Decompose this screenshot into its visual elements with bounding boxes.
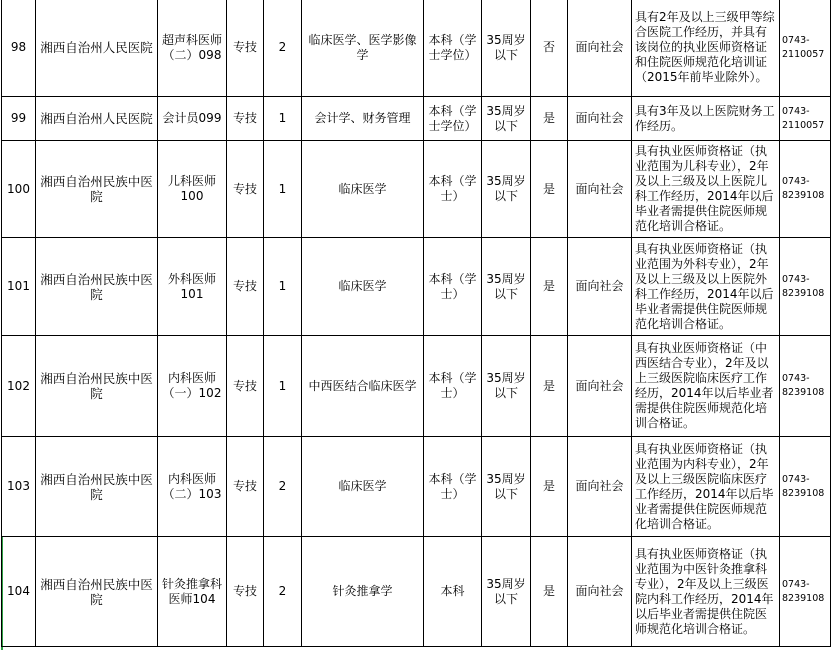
post-name: 外科医师101	[158, 238, 227, 336]
unit-name: 湘西自治州民族中医院	[36, 437, 158, 537]
post-name: 内科医师（一）102	[158, 336, 227, 437]
table-row[interactable]	[2, 437, 831, 537]
education: 本科（学士）	[424, 437, 482, 537]
row-number: 100	[2, 141, 36, 238]
hire-count: 2	[264, 0, 302, 97]
contact-phone: 0743-8239108	[780, 141, 831, 238]
hire-count: 1	[264, 238, 302, 336]
education: 本科（学士）	[424, 336, 482, 437]
row-number: 98	[2, 0, 36, 97]
post-category: 专技	[227, 537, 264, 647]
post-name: 儿科医师100	[158, 141, 227, 238]
major: 针灸推拿学	[302, 537, 424, 647]
post-category: 专技	[227, 437, 264, 537]
hire-count: 1	[264, 141, 302, 238]
recruitment-table	[1, 0, 831, 647]
flag: 是	[531, 141, 568, 238]
requirement: 具有2年及以上三级甲等综合医院工作经历，并具有该岗位的执业医师资格证和住院医师规范化培训证（2015年前毕业除外）。	[632, 0, 780, 97]
education: 本科（学士学位）	[424, 0, 482, 97]
contact-phone: 0743-8239108	[780, 336, 831, 437]
major: 中西医结合临床医学	[302, 336, 424, 437]
row-number: 104	[2, 537, 36, 647]
row-number: 103	[2, 437, 36, 537]
major: 会计学、财务管理	[302, 97, 424, 141]
major: 临床医学	[302, 238, 424, 336]
contact-phone: 0743-2110057	[780, 0, 831, 97]
post-name: 针灸推拿科医师104	[158, 537, 227, 647]
table-row[interactable]	[2, 0, 831, 97]
target-group: 面向社会	[568, 238, 632, 336]
post-category: 专技	[227, 141, 264, 238]
age-limit: 35周岁以下	[482, 97, 531, 141]
table-row[interactable]	[2, 97, 831, 141]
unit-name: 湘西自治州民族中医院	[36, 537, 158, 647]
unit-name: 湘西自治州人民医院	[36, 0, 158, 97]
target-group: 面向社会	[568, 537, 632, 647]
age-limit: 35周岁以下	[482, 238, 531, 336]
row-number: 101	[2, 238, 36, 336]
age-limit: 35周岁以下	[482, 537, 531, 647]
post-category: 专技	[227, 97, 264, 141]
major: 临床医学	[302, 141, 424, 238]
table-row[interactable]	[2, 537, 831, 647]
hire-count: 2	[264, 537, 302, 647]
education: 本科（学士）	[424, 238, 482, 336]
requirement: 具有执业医师资格证（执业范围为中医针灸推拿科专业），2年及以上三级医院内科工作经历，2014年以后毕业者需提供住院医师规范化培训合格证。	[632, 537, 780, 647]
unit-name: 湘西自治州民族中医院	[36, 141, 158, 238]
age-limit: 35周岁以下	[482, 437, 531, 537]
education: 本科	[424, 537, 482, 647]
post-name: 会计员099	[158, 97, 227, 141]
contact-phone: 0743-8239108	[780, 437, 831, 537]
age-limit: 35周岁以下	[482, 336, 531, 437]
post-category: 专技	[227, 336, 264, 437]
requirement: 具有执业医师资格证（中西医结合专业），2年及以上三级医院临床医疗工作经历，2014年以后毕业者需提供住院医师规范化培训合格证。	[632, 336, 780, 437]
hire-count: 1	[264, 97, 302, 141]
flag: 是	[531, 238, 568, 336]
post-name: 超声科医师（二）098	[158, 0, 227, 97]
post-name: 内科医师（二）103	[158, 437, 227, 537]
flag: 否	[531, 0, 568, 97]
flag: 是	[531, 537, 568, 647]
hire-count: 1	[264, 336, 302, 437]
flag: 是	[531, 97, 568, 141]
age-limit: 35周岁以下	[482, 0, 531, 97]
table-row[interactable]	[2, 141, 831, 238]
age-limit: 35周岁以下	[482, 141, 531, 238]
unit-name: 湘西自治州民族中医院	[36, 336, 158, 437]
major: 临床医学、医学影像学	[302, 0, 424, 97]
contact-phone: 0743-2110057	[780, 97, 831, 141]
flag: 是	[531, 336, 568, 437]
post-category: 专技	[227, 238, 264, 336]
target-group: 面向社会	[568, 97, 632, 141]
education: 本科（学士学位）	[424, 97, 482, 141]
target-group: 面向社会	[568, 0, 632, 97]
requirement: 具有3年及以上医院财务工作经历。	[632, 97, 780, 141]
target-group: 面向社会	[568, 336, 632, 437]
table-row[interactable]	[2, 238, 831, 336]
education: 本科（学士）	[424, 141, 482, 238]
table-row[interactable]	[2, 336, 831, 437]
contact-phone: 0743-8239108	[780, 238, 831, 336]
unit-name: 湘西自治州民族中医院	[36, 238, 158, 336]
post-category: 专技	[227, 0, 264, 97]
unit-name: 湘西自治州人民医院	[36, 97, 158, 141]
target-group: 面向社会	[568, 437, 632, 537]
target-group: 面向社会	[568, 141, 632, 238]
flag: 是	[531, 437, 568, 537]
requirement: 具有执业医师资格证（执业范围为内科专业），2年及以上三级医院临床医疗工作经历，2014年以后毕业者需提供住院医师规范化培训合格证。	[632, 437, 780, 537]
contact-phone: 0743-8239108	[780, 537, 831, 647]
row-number: 99	[2, 97, 36, 141]
requirement: 具有执业医师资格证（执业范围为儿科专业），2年及以上三级及以上医院儿科工作经历，2014年以后毕业者需提供住院医师规范化培训合格证。	[632, 141, 780, 238]
major: 临床医学	[302, 437, 424, 537]
hire-count: 2	[264, 437, 302, 537]
row-number: 102	[2, 336, 36, 437]
requirement: 具有执业医师资格证（执业范围为外科专业），2年及以上三级及以上医院外科工作经历，2014年以后毕业者需提供住院医师规范化培训合格证。	[632, 238, 780, 336]
